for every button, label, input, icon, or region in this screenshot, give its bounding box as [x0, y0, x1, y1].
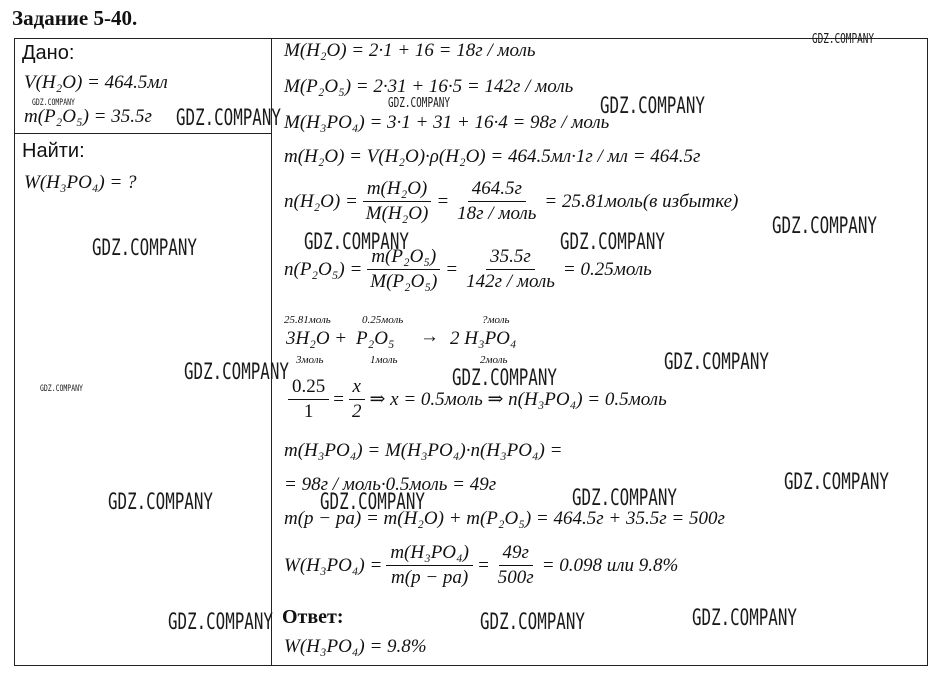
- watermark: GDZ.COMPANY: [32, 98, 75, 108]
- watermark: GDZ.COMPANY: [560, 230, 665, 255]
- fraction-numerator: 49г: [499, 542, 533, 566]
- proportion-fraction-2: [348, 376, 366, 423]
- watermark: GDZ.COMPANY: [784, 470, 889, 495]
- reaction-label-below-h3po4: 2моль: [480, 354, 508, 366]
- find-target: W(H₃PO₄) = ?: [24, 172, 137, 193]
- watermark: GDZ.COMPANY: [480, 610, 585, 635]
- equals-sign: =: [436, 190, 450, 212]
- fraction-numerator: m(P₂O₅): [367, 246, 440, 270]
- given-header: Дано:: [22, 42, 75, 64]
- given-water-volume: V(H₂O) = 464.5мл: [24, 72, 168, 93]
- fraction-denominator: 2: [351, 401, 362, 422]
- moles-h2o-fraction-2: [453, 178, 540, 225]
- fraction-denominator: 18г / моль: [457, 203, 537, 224]
- watermark: GDZ.COMPANY: [572, 486, 677, 511]
- watermark: GDZ.COMPANY: [92, 236, 197, 261]
- fraction-denominator: m(р − ра): [391, 567, 469, 588]
- watermark: GDZ.COMPANY: [600, 94, 705, 119]
- fraction-denominator: M(H₂O): [365, 203, 429, 224]
- answer-label: Ответ:: [282, 606, 344, 628]
- equals-sign: =: [445, 258, 459, 280]
- given-find-divider: [14, 133, 271, 134]
- moles-h2o-result: = 25.81моль(в избытке): [544, 190, 739, 212]
- watermark: GDZ.COMPANY: [772, 214, 877, 239]
- moles-p2o5-result: = 0.25моль: [562, 258, 652, 280]
- fraction-numerator: m(H₂O): [363, 178, 431, 202]
- equals-sign: =: [333, 388, 344, 410]
- watermark: GDZ.COMPANY: [184, 360, 289, 385]
- moles-h2o-equation: [284, 178, 738, 225]
- mass-fraction-lhs: W(H₃PO₄) =: [284, 554, 383, 576]
- mass-fraction-equation: [284, 542, 678, 589]
- molar-mass-p2o5: M(P₂O₅) = 2·31 + 16·5 = 142г / моль: [284, 76, 574, 97]
- mass-fraction-result: = 0.098 или 9.8%: [541, 554, 679, 576]
- fraction-denominator: M(P₂O₅): [370, 271, 438, 292]
- molar-mass-h2o: M(H₂O) = 2·1 + 16 = 18г / моль: [284, 40, 536, 61]
- proportion-fraction-1: [288, 376, 329, 423]
- mass-fraction-1: [386, 542, 473, 589]
- moles-p2o5-lhs: n(P₂O₅) =: [284, 258, 363, 280]
- moles-p2o5-fraction-2: [462, 246, 559, 293]
- fraction-numerator: 35.5г: [486, 246, 535, 270]
- fraction-numerator: x: [349, 376, 365, 400]
- reaction-p2o5: P₂O₅: [356, 328, 395, 349]
- watermark: GDZ.COMPANY: [452, 366, 557, 391]
- reaction-arrow: →: [420, 326, 439, 347]
- watermark: GDZ.COMPANY: [176, 106, 281, 131]
- mass-solution: m(р − ра) = m(H₂O) + m(P₂O₅) = 464.5г + 35.5г = 500г: [284, 508, 725, 529]
- mass-h2o: m(H₂O) = V(H₂O)·ρ(H₂O) = 464.5мл·1г / мл = 464.5г: [284, 146, 701, 167]
- reaction-label-above-p2o5: 0.25моль: [362, 314, 404, 326]
- reaction-h3po4: 2 H₃PO₄: [450, 328, 517, 349]
- reaction-label-below-p2o5: 1моль: [370, 354, 398, 366]
- moles-h2o-fraction-1: [362, 178, 433, 225]
- given-p2o5-mass: m(P₂O₅) = 35.5г: [24, 106, 152, 127]
- fraction-numerator: 0.25: [288, 376, 329, 400]
- task-title: Задание 5-40.: [12, 6, 138, 30]
- fraction-numerator: m(H₃PO₄): [386, 542, 473, 566]
- fraction-denominator: 142г / моль: [466, 271, 555, 292]
- watermark: GDZ.COMPANY: [108, 490, 213, 515]
- fraction-denominator: 500г: [497, 567, 534, 588]
- watermark: GDZ.COMPANY: [304, 230, 409, 255]
- fraction-numerator: 464.5г: [468, 178, 526, 202]
- mass-h3po4-line-1: m(H₃PO₄) = M(H₃PO₄)·n(H₃PO₄) =: [284, 440, 563, 461]
- watermark: GDZ.COMPANY: [692, 606, 797, 631]
- reaction-label-below-h2o: 3моль: [296, 354, 324, 366]
- reaction-h2o: 3H₂O +: [286, 328, 348, 349]
- watermark: GDZ.COMPANY: [388, 96, 450, 111]
- answer-value: W(H₃PO₄) = 9.8%: [284, 636, 427, 657]
- reaction-label-above-h3po4: ?моль: [482, 314, 510, 326]
- watermark: GDZ.COMPANY: [812, 32, 874, 47]
- column-divider: [271, 38, 272, 666]
- mass-h3po4-line-2: = 98г / моль·0.5моль = 49г: [284, 474, 497, 495]
- watermark: GDZ.COMPANY: [664, 350, 769, 375]
- equals-sign: =: [476, 554, 490, 576]
- fraction-denominator: 1: [303, 401, 314, 422]
- moles-h2o-lhs: n(H₂O) =: [284, 190, 358, 212]
- proportion-result: ⇒ x = 0.5моль ⇒ n(H₃PO₄) = 0.5моль: [369, 389, 667, 410]
- find-header: Найти:: [22, 140, 85, 162]
- watermark: GDZ.COMPANY: [168, 610, 273, 635]
- watermark: GDZ.COMPANY: [40, 384, 83, 394]
- mass-fraction-2: [494, 542, 538, 589]
- reaction-label-above-h2o: 25.81моль: [284, 314, 331, 326]
- molar-mass-h3po4: M(H₃PO₄) = 3·1 + 31 + 16·4 = 98г / моль: [284, 112, 610, 133]
- watermark: GDZ.COMPANY: [320, 490, 425, 515]
